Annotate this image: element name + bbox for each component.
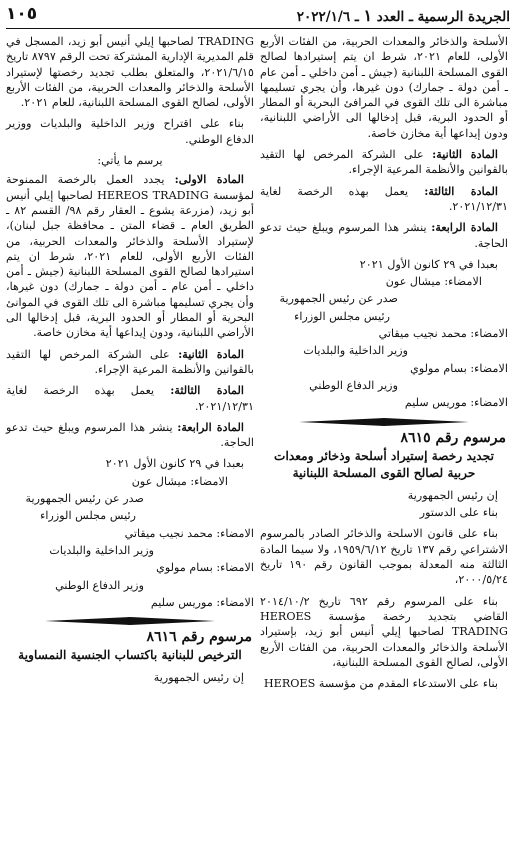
article-text: على الشركة المرخص لها التقيد بالقوانين والأنظمة المرعية الإجراء. xyxy=(6,347,254,376)
article-2 xyxy=(6,347,254,378)
left-column xyxy=(6,34,254,688)
proposal-paragraph: بناء على اقتراح وزير الداخلية والبلديات ووزير الدفاع الوطني. xyxy=(6,117,254,146)
article-label: المادة الاولى: xyxy=(174,172,244,187)
decree-subject: الترخيص للبنانية باكتساب الجنسية النمساوية xyxy=(18,648,242,663)
article-label: المادة الثانية: xyxy=(432,147,498,162)
constitution-line: بناء على الدستور xyxy=(419,506,498,520)
interior-minister-title: وزير الداخلية والبلديات xyxy=(303,344,408,358)
article-text: يعمل بهذه الرخصة لغاية ٢٠٢١/١٢/٣١. xyxy=(6,384,254,413)
date-line: بعبدا في ٢٩ كانون الأول ٢٠٢١ xyxy=(105,457,244,471)
decrees-line: يرسم ما يأتي: xyxy=(97,154,163,168)
pm-title: رئيس مجلس الوزراء xyxy=(294,309,390,323)
journal-title xyxy=(297,6,510,25)
article-text: يعمل بهذه الرخصة لغاية ٢٠٢١/١٢/٣١. xyxy=(260,184,508,213)
decree-intro: إن رئيس الجمهورية xyxy=(153,671,244,685)
previous-decree-paragraph: بناء على المرسوم رقم ٦٩٢ تاريخ ٢٠١٤/١٠/٢ القاضي بتجديد رخصة مؤسسة HEROES TRADING لصاحبها إيلي أنيس أبو زيد، بإستيراد الأسلحة والذخائر والمعدات الحربية، من الفئات الأربع الأولى، لصالح القوى المسلحة اللبنانية، xyxy=(260,594,508,669)
header-rule xyxy=(6,28,510,29)
signature-president: الامضاء: ميشال عون xyxy=(385,275,482,289)
article-label: المادة الثانية: xyxy=(178,346,244,361)
issued-by: صدر عن رئيس الجمهورية xyxy=(25,492,144,506)
article-4 xyxy=(260,220,508,251)
article-label: المادة الثالثة: xyxy=(424,183,498,198)
article-label: المادة الرابعة: xyxy=(431,220,498,235)
defense-minister-title: وزير الدفاع الوطني xyxy=(309,378,398,392)
article-text: يجدد العمل بالرخصة الممنوحة لمؤسسة HEREOS TRADING لصاحبها إيلي أنيس أبو زيد، (مزرعة يشوع ـ العقار رقم ٩٨/ القسم ٨٢ ـ الطريق العام ـ قضاء المتن ـ محافظة جبل لبنان)، لإستيراد الأسلحة والذخائر والمعدات الحربية، من الفئات الأربع الأولى، للعام ٢٠٢١، شرط ان يتم استيرادها لصالح القوى المسلحة اللبنانية (جيش ـ أمن داخلي ـ أمن عام ـ أمن دولة ـ جمارك) دون غيرها، وأن يجري تسليمها مباشرة الى تلك القوى في الموانئ البحرية أو المطار أو الحدود البرية، قبل إدخالها الى الأراضي اللبنانية، ودون إيداعها أية مخازن خاصة. xyxy=(6,173,254,340)
decree-separator xyxy=(6,616,254,626)
article-label: المادة الثالثة: xyxy=(170,383,244,398)
article-1 xyxy=(6,172,254,340)
article-text: ينشر هذا المرسوم ويبلغ حيث تدعو الحاجة. xyxy=(260,221,508,250)
continued-paragraph: TRADING لصاحبها إيلي أنيس أبو زيد، المسجل في قلم المديرية الإدارية المشتركة تحت الرقم ٨٧٩٧ تاريخ ٢٠٢١/٦/١٥، والمتعلق بطلب تجديد رخصتها لإستيراد الأسلحة والذخائر والمعدات الحربية، من الفئات الأربع الأولى، لصالح القوى المسلحة اللبنانية، للعام ٢٠٢١. xyxy=(6,35,254,110)
article-text: ينشر هذا المرسوم ويبلغ حيث تدعو الحاجة. xyxy=(6,420,254,450)
signature-pm: الامضاء: محمد نجيب ميقاتي xyxy=(378,327,508,341)
article-label: المادة الرابعة: xyxy=(177,419,244,434)
issued-by: صدر عن رئيس الجمهورية xyxy=(279,292,398,306)
decree-subject: تجديد رخصة إستيراد أسلحة وذخائر ومعدات حربية لصالح القوى المسلحة اللبنانية xyxy=(274,448,494,480)
article-4 xyxy=(6,420,254,451)
article-text: على الشركة المرخص لها التقيد بالقوانين والأنظمة المرعية الإجراء. xyxy=(260,148,508,177)
signature-president: الامضاء: ميشال عون xyxy=(131,474,228,488)
article-2 xyxy=(260,147,508,178)
date-line: بعبدا في ٢٩ كانون الأول ٢٠٢١ xyxy=(359,257,498,271)
decree-intro: إن رئيس الجمهورية xyxy=(407,488,498,502)
signature-defense: الامضاء: موريس سليم xyxy=(150,595,254,609)
signature-interior: الامضاء: بسام مولوي xyxy=(156,561,254,575)
page-header xyxy=(6,4,510,26)
article-3 xyxy=(260,184,508,215)
page-number: ١٠٥ xyxy=(6,4,38,24)
issue-date: ـ ٢٠٢٢/١/٦ xyxy=(296,9,359,25)
pm-title: رئيس مجلس الوزراء xyxy=(40,509,136,523)
article-3 xyxy=(6,383,254,414)
interior-minister-title: وزير الداخلية والبلديات xyxy=(49,543,154,557)
journal-name: الجريدة الرسمية ـ العدد xyxy=(376,9,510,25)
signature-interior: الامضاء: بسام مولوي xyxy=(410,361,508,375)
signature-defense: الامضاء: موريس سليم xyxy=(404,396,508,410)
defense-minister-title: وزير الدفاع الوطني xyxy=(55,578,144,592)
decree-title: مرسوم رقم ٨٦١٥ xyxy=(400,429,506,446)
continued-paragraph: الأسلحة والذخائر والمعدات الحربية، من الفئات الأربع الأولى، للعام ٢٠٢١، شرط ان يتم إستيرادها لصالح القوى المسلحة اللبنانية (جيش ـ أمن داخلي ـ أمن عام ـ أمن دولة ـ جمارك) دون غيرها، وأن يجري تسليمها مباشرة الى تلك القوى في المرافئ البحرية أو المطار أو الحدود البرية، قبل إدخالها الى الأراضي اللبنانية، ودون إيداعها أية مخازن خاصة. xyxy=(260,35,508,140)
decree-title: مرسوم رقم ٨٦١٦ xyxy=(146,629,252,646)
signature-pm: الامضاء: محمد نجيب ميقاتي xyxy=(124,526,254,540)
issue-number: ١ xyxy=(363,6,373,25)
decree-separator xyxy=(260,417,508,427)
right-column xyxy=(260,34,508,697)
legal-basis-paragraph: بناء على قانون الاسلحة والذخائر الصادر بالمرسوم الاشتراعي رقم ١٣٧ تاريخ ١٩٥٩/٦/١٢، ولا سيما المادة الثالثة منه المعدلة بموجب القانون رقم ١٩٠ تاريخ ٢٠٠٠/٥/٢٤، xyxy=(260,527,509,587)
request-paragraph: بناء على الاستدعاء المقدم من مؤسسة HEROES xyxy=(263,677,498,691)
